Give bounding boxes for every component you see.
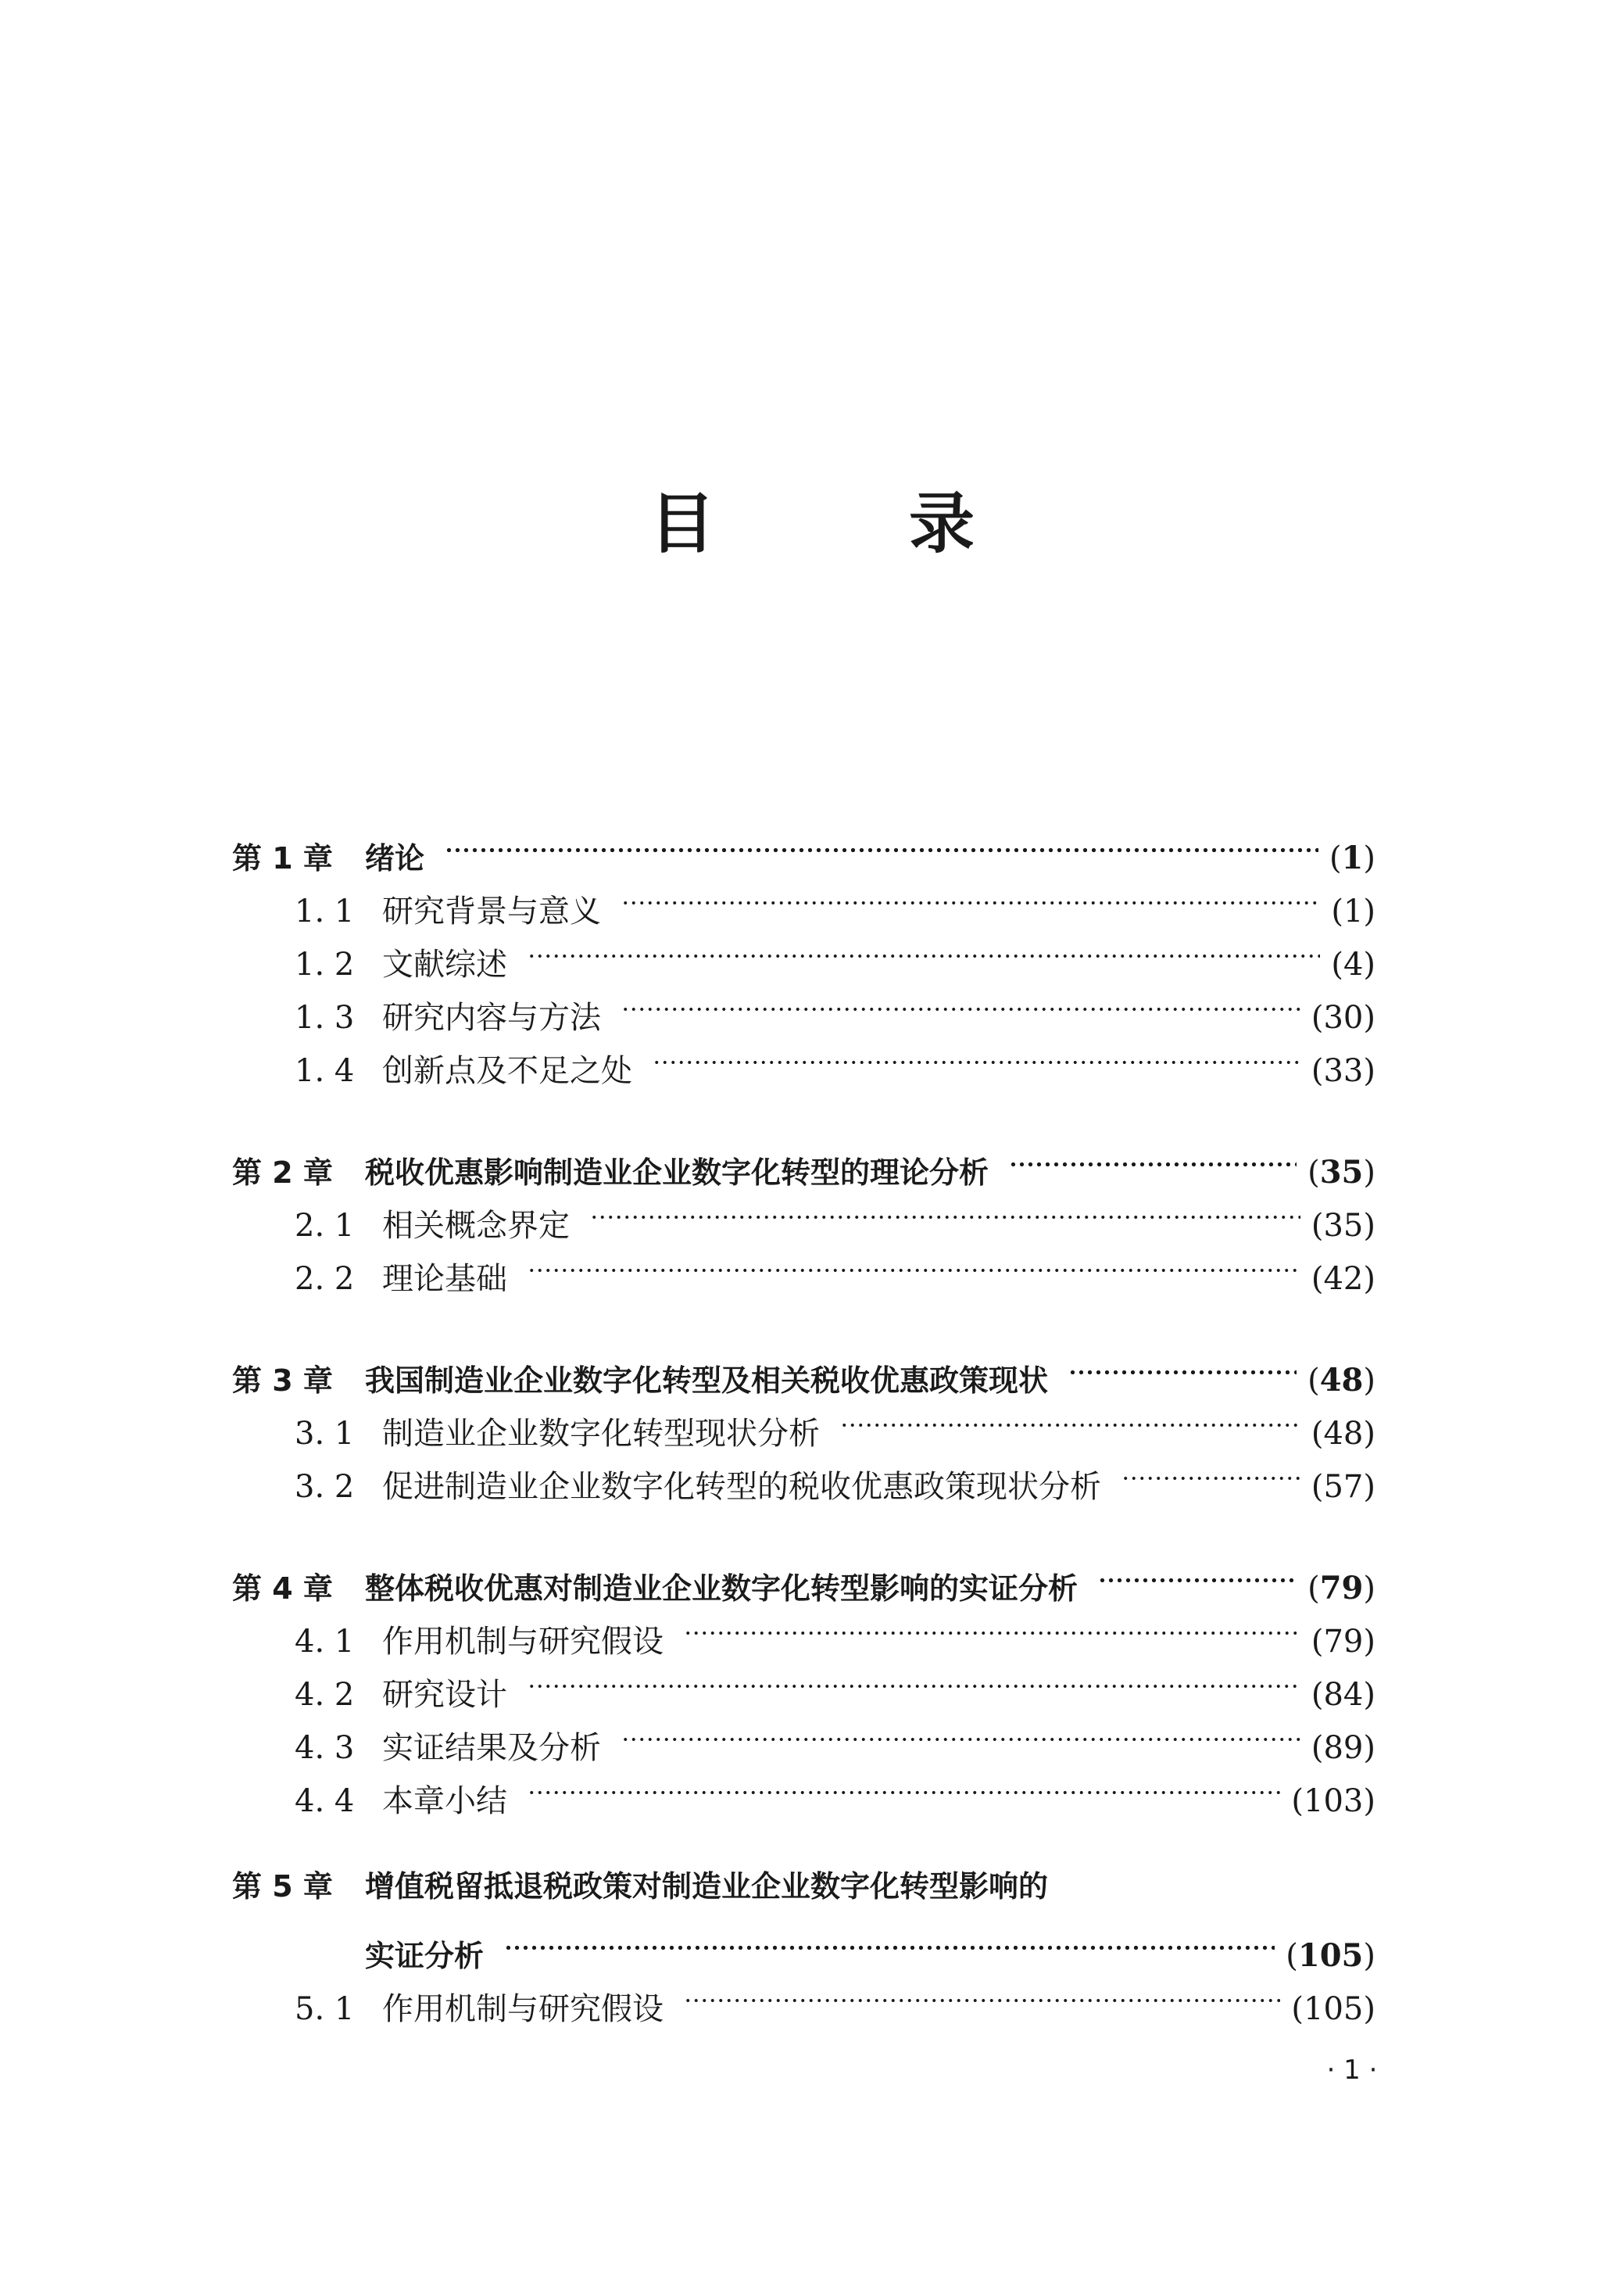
section-number: 2. 2	[295, 1261, 355, 1297]
section-title: 理论基础	[382, 1261, 507, 1297]
section-title: 本章小结	[382, 1783, 507, 1819]
chapter-title: 绪论	[365, 841, 425, 876]
section-page: (84)	[1311, 1677, 1375, 1713]
toc-chapter-row[interactable]	[232, 1130, 1375, 1191]
section-title: 研究背景与意义	[382, 894, 601, 930]
section-page: (79)	[1311, 1624, 1375, 1660]
chapter-number: 第 1 章	[232, 841, 333, 876]
page-number: · 1 ·	[1326, 2054, 1378, 2086]
chapter-page: (1)	[1329, 840, 1375, 876]
chapter-page: (35)	[1307, 1154, 1375, 1191]
section-number: 1. 4	[295, 1053, 355, 1089]
section-number: 3. 1	[295, 1416, 355, 1452]
section-page: (4)	[1331, 947, 1375, 983]
table-of-contents	[232, 815, 1375, 2068]
toc-chapter-row-continued[interactable]	[232, 1913, 1375, 1974]
toc-chapter-row[interactable]	[232, 1338, 1375, 1399]
toc-chapter-3	[232, 1338, 1375, 1505]
section-number: 4. 4	[295, 1783, 355, 1819]
dot-leader	[528, 922, 1320, 975]
dot-leader	[684, 1599, 1300, 1652]
toc-chapter-row[interactable]	[232, 1860, 1375, 1913]
toc-chapter-2	[232, 1130, 1375, 1297]
section-page: (48)	[1311, 1416, 1375, 1452]
section-page: (89)	[1311, 1730, 1375, 1766]
dot-leader	[445, 815, 1318, 869]
section-page: (105)	[1291, 1991, 1375, 2027]
section-page: (33)	[1311, 1053, 1375, 1089]
toc-chapter-1	[232, 815, 1375, 1089]
section-page: (30)	[1311, 1000, 1375, 1036]
dot-leader	[590, 1183, 1300, 1236]
section-page: (57)	[1311, 1469, 1375, 1505]
dot-leader	[528, 1652, 1300, 1705]
dot-leader	[528, 1758, 1280, 1811]
dot-leader	[528, 1236, 1300, 1289]
section-number: 2. 1	[295, 1208, 355, 1244]
toc-chapter-row[interactable]	[232, 1546, 1375, 1607]
section-number: 5. 1	[295, 1991, 355, 2027]
dot-leader	[504, 1913, 1275, 1966]
section-title: 实证结果及分析	[382, 1730, 601, 1766]
section-title: 创新点及不足之处	[382, 1053, 632, 1089]
toc-chapter-4	[232, 1546, 1375, 1819]
section-number: 1. 1	[295, 894, 355, 930]
chapter-page: (105)	[1286, 1937, 1375, 1974]
dot-leader	[840, 1391, 1300, 1444]
chapter-title: 我国制造业企业数字化转型及相关税收优惠政策现状	[365, 1363, 1049, 1398]
section-title: 作用机制与研究假设	[382, 1624, 664, 1660]
section-number: 4. 1	[295, 1624, 355, 1660]
section-page: (35)	[1311, 1208, 1375, 1244]
toc-chapter-row[interactable]	[232, 815, 1375, 876]
page-title: 目 录	[649, 485, 1039, 562]
section-title: 作用机制与研究假设	[382, 1991, 664, 2027]
section-number: 1. 3	[295, 1000, 355, 1036]
dot-leader	[1121, 1444, 1300, 1497]
chapter-number: 第 5 章	[232, 1869, 333, 1904]
section-page: (1)	[1331, 894, 1375, 930]
section-number: 4. 2	[295, 1677, 355, 1713]
section-title: 相关概念界定	[382, 1208, 570, 1244]
chapter-title-continued: 实证分析	[365, 1939, 485, 1973]
dot-leader	[621, 975, 1300, 1028]
chapter-page: (79)	[1307, 1570, 1375, 1607]
chapter-number: 第 4 章	[232, 1571, 333, 1606]
chapter-number: 第 3 章	[232, 1363, 333, 1398]
section-title: 研究内容与方法	[382, 1000, 601, 1036]
section-title: 制造业企业数字化转型现状分析	[382, 1416, 820, 1452]
chapter-title: 增值税留抵退税政策对制造业企业数字化转型影响的	[365, 1869, 1049, 1904]
chapter-title: 整体税收优惠对制造业企业数字化转型影响的实证分析	[365, 1571, 1078, 1606]
dot-leader	[621, 869, 1320, 922]
section-page: (103)	[1291, 1783, 1375, 1819]
dot-leader	[684, 1966, 1280, 2019]
section-page: (42)	[1311, 1261, 1375, 1297]
dot-leader	[621, 1705, 1300, 1758]
section-number: 3. 2	[295, 1469, 355, 1505]
dot-leader	[1098, 1546, 1297, 1599]
dot-leader	[1009, 1130, 1297, 1183]
chapter-title: 税收优惠影响制造业企业数字化转型的理论分析	[365, 1155, 989, 1190]
chapter-page: (48)	[1307, 1362, 1375, 1399]
toc-chapter-5	[232, 1860, 1375, 2027]
section-number: 4. 3	[295, 1730, 355, 1766]
section-title: 研究设计	[382, 1677, 507, 1713]
section-title: 促进制造业企业数字化转型的税收优惠政策现状分析	[382, 1469, 1101, 1505]
dot-leader	[653, 1028, 1300, 1081]
dot-leader	[1068, 1338, 1297, 1391]
section-title: 文献综述	[382, 947, 507, 983]
chapter-number: 第 2 章	[232, 1155, 333, 1190]
section-number: 1. 2	[295, 947, 355, 983]
